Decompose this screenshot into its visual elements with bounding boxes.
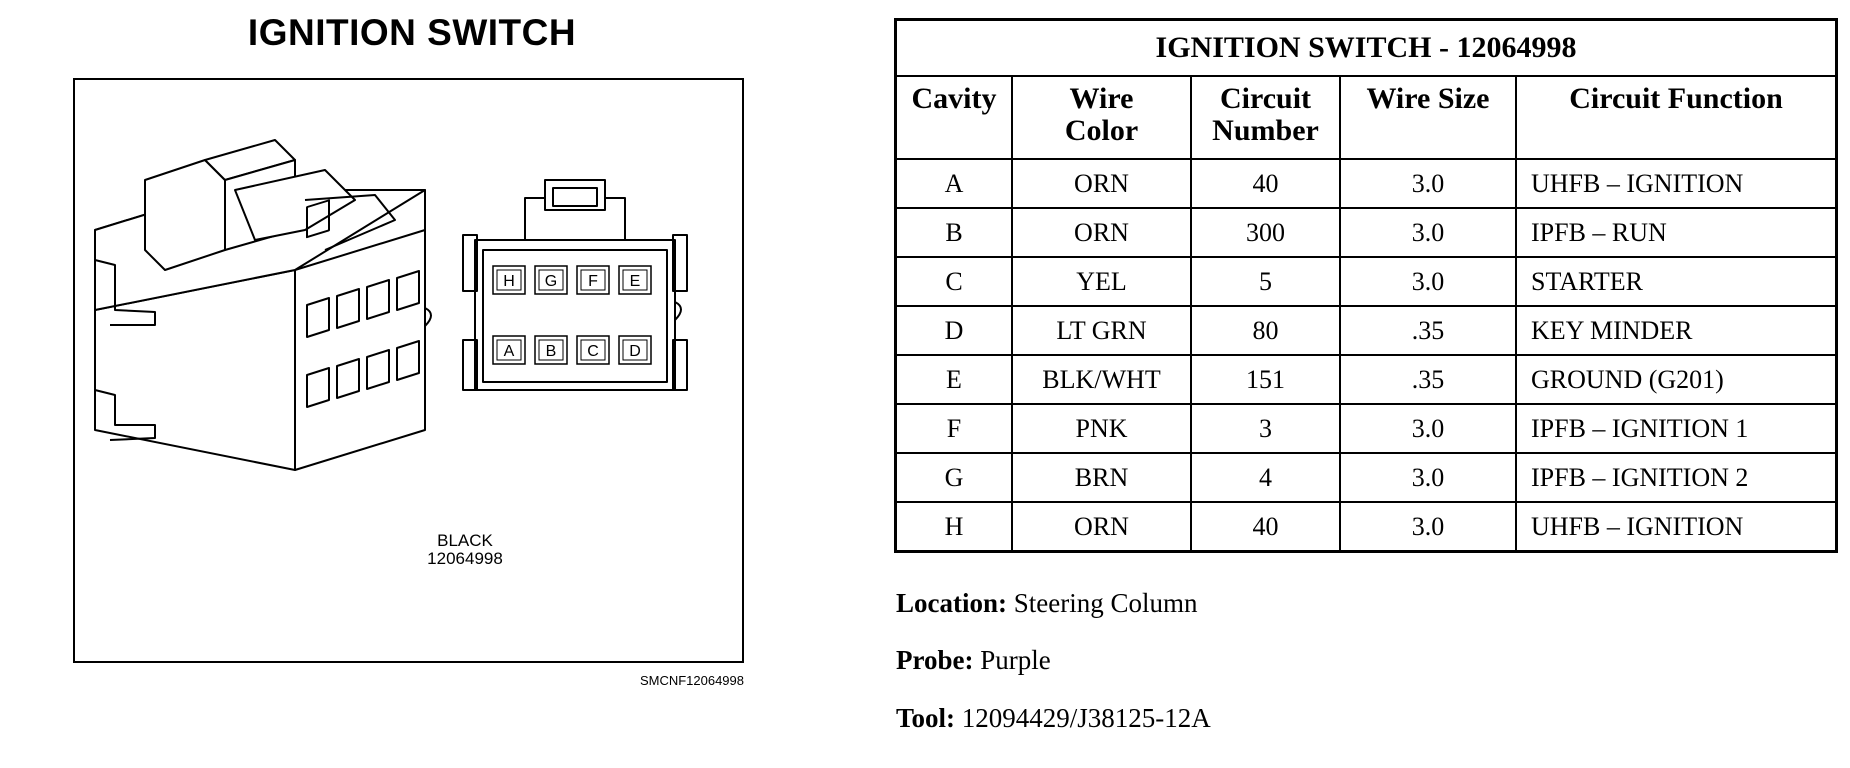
cell-circuit-function: IPFB – IGNITION 1: [1516, 404, 1837, 453]
location-value: Steering Column: [1013, 588, 1198, 618]
cell-wire-size: 3.0: [1340, 404, 1516, 453]
connector-part-number: 12064998: [427, 549, 503, 568]
cell-circuit-function: GROUND (G201): [1516, 355, 1837, 404]
table-row: [896, 355, 1837, 404]
cell-cavity: E: [896, 355, 1013, 404]
cell-cavity: H: [896, 502, 1013, 552]
table-row: [896, 208, 1837, 257]
cell-circuit-function: STARTER: [1516, 257, 1837, 306]
cell-wire-color: ORN: [1012, 208, 1191, 257]
location-line: [896, 588, 1198, 619]
diagram-title: IGNITION SWITCH: [247, 12, 577, 53]
table-row: [896, 257, 1837, 306]
table-row: [896, 502, 1837, 552]
cell-wire-size: .35: [1340, 306, 1516, 355]
cell-wire-size: 3.0: [1340, 453, 1516, 502]
cell-wire-color: BLK/WHT: [1012, 355, 1191, 404]
cell-wire-size: 3.0: [1340, 208, 1516, 257]
location-label: Location:: [896, 588, 1007, 618]
cell-circuit-number: 4: [1191, 453, 1340, 502]
cavity-e: [619, 266, 651, 294]
tool-value: 12094429/J38125-12A: [961, 703, 1211, 733]
cell-wire-color: BRN: [1012, 453, 1191, 502]
cavity-label: C: [587, 343, 599, 360]
cell-circuit-number: 5: [1191, 257, 1340, 306]
cell-circuit-function: IPFB – IGNITION 2: [1516, 453, 1837, 502]
cell-circuit-function: UHFB – IGNITION: [1516, 502, 1837, 552]
cavity-b: [535, 336, 567, 364]
table-row: [896, 306, 1837, 355]
cell-cavity: C: [896, 257, 1013, 306]
header-circuit-number: Circuit Number: [1191, 76, 1340, 159]
cell-wire-size: 3.0: [1340, 502, 1516, 552]
figure-code: SMCNF12064998: [639, 673, 744, 688]
connector-drawing: [75, 80, 742, 661]
cavity-label: A: [503, 343, 515, 360]
cell-cavity: F: [896, 404, 1013, 453]
probe-line: [896, 645, 1051, 676]
cell-cavity: D: [896, 306, 1013, 355]
connector-label: [365, 532, 565, 568]
cavity-g: [535, 266, 567, 294]
tool-line: [896, 703, 1211, 734]
header-cavity: Cavity: [896, 76, 1013, 159]
cell-circuit-number: 80: [1191, 306, 1340, 355]
cavity-label: F: [588, 273, 598, 290]
cell-circuit-number: 300: [1191, 208, 1340, 257]
pinout-table: [894, 18, 1838, 553]
cell-circuit-function: IPFB – RUN: [1516, 208, 1837, 257]
connector-color: BLACK: [437, 531, 493, 550]
cell-circuit-function: UHFB – IGNITION: [1516, 159, 1837, 208]
table-title: IGNITION SWITCH - 12064998: [896, 20, 1837, 77]
header-wire-size: Wire Size: [1340, 76, 1516, 159]
cell-wire-color: ORN: [1012, 159, 1191, 208]
header-wire-color: Wire Color: [1012, 76, 1191, 159]
cell-wire-size: .35: [1340, 355, 1516, 404]
cell-cavity: B: [896, 208, 1013, 257]
probe-label: Probe:: [896, 645, 974, 675]
cavity-label: G: [544, 273, 558, 290]
tool-label: Tool:: [896, 703, 956, 733]
cavity-a: [493, 336, 525, 364]
cell-wire-color: LT GRN: [1012, 306, 1191, 355]
cell-wire-size: 3.0: [1340, 159, 1516, 208]
cell-wire-color: ORN: [1012, 502, 1191, 552]
cavity-label: D: [629, 343, 641, 360]
cell-circuit-number: 3: [1191, 404, 1340, 453]
table-header-row: [896, 76, 1837, 159]
cavity-label: H: [503, 273, 515, 290]
cell-cavity: G: [896, 453, 1013, 502]
cell-wire-color: YEL: [1012, 257, 1191, 306]
cell-circuit-number: 40: [1191, 502, 1340, 552]
probe-value: Purple: [980, 645, 1051, 675]
table-row: [896, 453, 1837, 502]
cell-circuit-number: 151: [1191, 355, 1340, 404]
cavity-f: [577, 266, 609, 294]
cell-cavity: A: [896, 159, 1013, 208]
cavity-d: [619, 336, 651, 364]
cavity-c: [577, 336, 609, 364]
table-row: [896, 404, 1837, 453]
cell-circuit-number: 40: [1191, 159, 1340, 208]
table-row: [896, 159, 1837, 208]
cavity-label: E: [629, 273, 641, 290]
cell-wire-size: 3.0: [1340, 257, 1516, 306]
cavity-h: [493, 266, 525, 294]
cell-circuit-function: KEY MINDER: [1516, 306, 1837, 355]
diagram-frame: [73, 78, 744, 663]
header-circuit-function: Circuit Function: [1516, 76, 1837, 159]
cell-wire-color: PNK: [1012, 404, 1191, 453]
cavity-label: B: [545, 343, 557, 360]
